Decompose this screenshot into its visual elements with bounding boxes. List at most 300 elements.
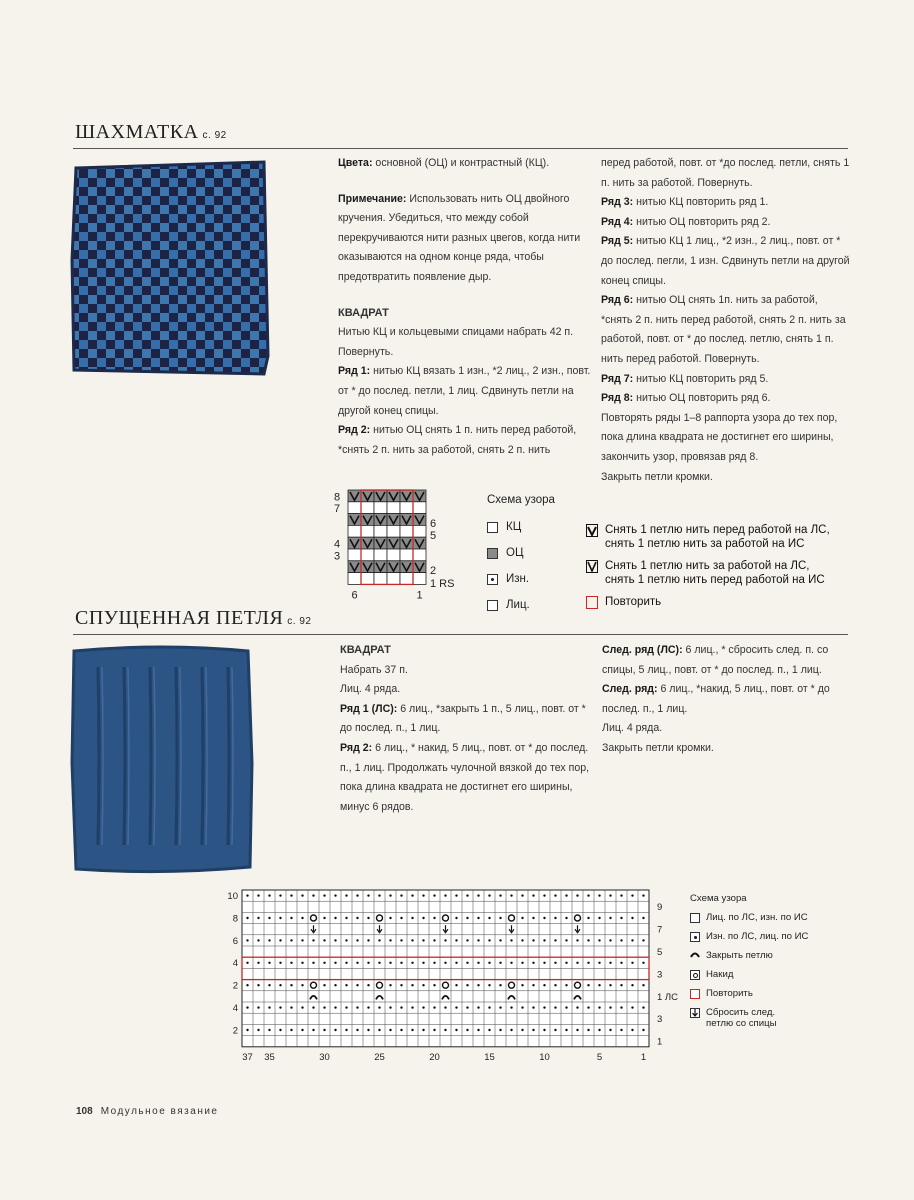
purl-dot	[279, 939, 281, 941]
purl-dot	[565, 962, 567, 964]
row-number-right: 7	[657, 924, 663, 936]
legend-repeat: Повторить	[586, 595, 830, 609]
chart1-cell	[348, 549, 361, 561]
purl-dot	[268, 1006, 270, 1008]
purl-dot	[598, 894, 600, 896]
section2-left-column: КВАДРАТ Набрать 37 п. Лиц. 4 ряда. Ряд 1 (ЛС): 6 лиц., *закрыть 1 п., 5 лиц., повт. от * до послед. п., 1 лиц. Ряд 2: 6 лиц., * накид, 5 лиц., повт. от * до послед. п., 1 лиц. Продолжать чулочной вязкой до тех пор, пока длина квадрата не достигнет его ширины, минус 6 рядов.	[340, 641, 590, 817]
row-number-left: 7	[334, 503, 341, 516]
purl-dot	[587, 1029, 589, 1031]
purl-dot	[455, 1006, 457, 1008]
row-number-left: 4	[232, 958, 238, 970]
purl-dot	[455, 962, 457, 964]
purl-dot	[389, 1006, 391, 1008]
purl-dot	[554, 939, 556, 941]
purl-dot	[367, 962, 369, 964]
purl-dot	[510, 962, 512, 964]
repeat-box-icon	[690, 989, 700, 999]
purl-dot	[587, 962, 589, 964]
purl-dot	[411, 1006, 413, 1008]
purl-dot	[323, 962, 325, 964]
purl-dot	[345, 917, 347, 919]
legend-item-drop: Сбросить след. петлю со спицы	[690, 1007, 808, 1029]
purl-dot	[345, 894, 347, 896]
legend-item-bind-off: Закрыть петлю	[690, 950, 808, 961]
purl-dot	[587, 939, 589, 941]
purl-dot	[246, 939, 248, 941]
ladder-line	[150, 667, 151, 845]
purl-dot	[455, 984, 457, 986]
purl-dot	[389, 917, 391, 919]
purl-dot	[378, 1029, 380, 1031]
purl-dot	[334, 939, 336, 941]
page-footer	[76, 1106, 219, 1117]
chart1-cell	[413, 525, 426, 537]
purl-dot	[609, 917, 611, 919]
checkerboard-swatch-photo	[70, 160, 270, 378]
square-heading: КВАДРАТ	[340, 644, 391, 656]
repeat-box-icon	[586, 596, 598, 609]
purl-dot	[488, 1029, 490, 1031]
purl-dot	[268, 917, 270, 919]
purl-dot	[455, 939, 457, 941]
page-ref: с. 92	[202, 130, 227, 141]
purl-dot	[642, 1029, 644, 1031]
purl-dot	[477, 1006, 479, 1008]
purl-dot	[554, 984, 556, 986]
purl-dot	[400, 894, 402, 896]
section1-left-column: Цвета: основной (ОЦ) и контрастный (КЦ). Примечание: Использовать нить ОЦ двойного кручения. Убедиться, что между собой перекручиваются нити разных цвегов, когда нити оказываются на одном конце ряда, чтобы предотвратить появление дыр. КВАДРАТ Нитью КЦ и кольцевыми спицами набрать 42 п. Повернуть. Ряд 1: нитью КЦ вязать 1 изн., *2 лиц., 2 изн., повт. от * до послед. петли, 1 лиц. Сдвинуть петли на другой конец спицы. Ряд 2: нитью ОЦ снять 1 п. нить перед работой, *снять 2 п. нить за работой, снять 2 п. нить	[338, 154, 593, 460]
purl-dot	[367, 1029, 369, 1031]
legend-item-kc: КЦ	[487, 514, 555, 540]
purl-dot	[356, 894, 358, 896]
dropped-stitch-swatch-photo	[70, 645, 255, 875]
purl-dot	[565, 894, 567, 896]
purl-dot	[565, 984, 567, 986]
oc-swatch-icon	[487, 548, 498, 559]
purl-dot	[268, 962, 270, 964]
purl-dot	[345, 962, 347, 964]
purl-dot	[389, 939, 391, 941]
stitch-number: 15	[484, 1051, 495, 1063]
purl-dot	[477, 1029, 479, 1031]
purl-dot	[488, 984, 490, 986]
bind-off-icon	[690, 950, 700, 961]
purl-dot	[345, 1029, 347, 1031]
purl-dot	[433, 984, 435, 986]
purl-dot	[301, 894, 303, 896]
purl-dot	[609, 939, 611, 941]
purl-dot	[334, 1029, 336, 1031]
purl-dot	[312, 1006, 314, 1008]
purl-dot	[598, 1006, 600, 1008]
purl-dot	[268, 1029, 270, 1031]
purl-dot	[323, 984, 325, 986]
row-number-left: 8	[232, 913, 238, 925]
row-number-left: 10	[227, 890, 238, 902]
section-title-text: СПУЩЕННАЯ ПЕТЛЯ	[75, 607, 284, 629]
purl-dot	[543, 917, 545, 919]
drop-stitch-icon	[690, 1008, 700, 1018]
stitch-number: 20	[429, 1051, 440, 1063]
purl-dot	[301, 962, 303, 964]
purl-dot	[609, 1006, 611, 1008]
purl-dot	[554, 1006, 556, 1008]
purl-dot	[543, 1029, 545, 1031]
purl-dot	[631, 984, 633, 986]
purl-dot	[631, 939, 633, 941]
purl-dot	[400, 939, 402, 941]
purl-dot	[290, 962, 292, 964]
purl-dot	[345, 1006, 347, 1008]
purl-dot	[246, 1029, 248, 1031]
purl-dot	[257, 1029, 259, 1031]
purl-dot	[444, 894, 446, 896]
purl-dot	[411, 939, 413, 941]
purl-dot	[345, 984, 347, 986]
legend-slip-wyib: Снять 1 петлю нить за работой на ЛС, снять 1 петлю нить перед работой на ИС	[586, 559, 830, 587]
purl-dot	[620, 1029, 622, 1031]
purl-dot	[246, 1006, 248, 1008]
purl-dot	[389, 962, 391, 964]
purl-dot	[279, 962, 281, 964]
legend-title: Схема узора	[487, 494, 555, 506]
purl-dot	[477, 962, 479, 964]
book-title: Модульное вязание	[100, 1106, 219, 1117]
purl-dot	[510, 894, 512, 896]
purl-dot	[356, 939, 358, 941]
purl-dot	[576, 939, 578, 941]
row-number-left: 2	[232, 1025, 238, 1037]
purl-dot	[411, 917, 413, 919]
purl-dot	[422, 939, 424, 941]
page-number: 108	[76, 1106, 93, 1117]
row-number-left: 3	[334, 550, 341, 563]
purl-dot	[565, 1029, 567, 1031]
purl-dot	[323, 939, 325, 941]
chart1-cell	[387, 502, 400, 514]
purl-dot	[290, 894, 292, 896]
purl-dot	[334, 894, 336, 896]
purl-dot	[620, 939, 622, 941]
purl-dot	[620, 962, 622, 964]
stitch-number: 25	[374, 1051, 385, 1063]
purl-dot	[433, 962, 435, 964]
purl-dot	[466, 1006, 468, 1008]
chart1-cell	[413, 573, 426, 585]
chart1-cell	[400, 549, 413, 561]
purl-dot	[543, 984, 545, 986]
purl-dot	[631, 917, 633, 919]
row-number-right: 5	[657, 946, 663, 958]
purl-dot	[345, 939, 347, 941]
purl-dot	[257, 962, 259, 964]
chart1-cell	[361, 549, 374, 561]
legend-item-knit: Лиц.	[487, 592, 555, 618]
slip-front-icon	[586, 524, 598, 537]
purl-dot	[411, 894, 413, 896]
purl-dot	[510, 1029, 512, 1031]
purl-dot	[554, 1029, 556, 1031]
purl-dot	[257, 894, 259, 896]
purl-dot	[389, 1029, 391, 1031]
legend-item-knit-rs: Лиц. по ЛС, изн. по ИС	[690, 912, 808, 923]
purl-dot	[411, 962, 413, 964]
purl-dot	[499, 939, 501, 941]
purl-dot	[510, 939, 512, 941]
section-rule	[73, 148, 848, 149]
stitch-number: 37	[242, 1051, 253, 1063]
purl-dot	[367, 1006, 369, 1008]
purl-dot	[499, 894, 501, 896]
purl-dot	[499, 984, 501, 986]
purl-dot	[543, 939, 545, 941]
purl-dot	[268, 939, 270, 941]
row-number-right: 1 ЛС	[657, 991, 679, 1003]
page-ref: с. 92	[287, 616, 312, 627]
purl-dot	[312, 962, 314, 964]
purl-dot	[620, 917, 622, 919]
purl-dot	[521, 917, 523, 919]
purl-dot	[356, 962, 358, 964]
legend-item-yarn-over: Накид	[690, 969, 808, 980]
purl-dot	[565, 939, 567, 941]
stitch-number: 5	[596, 1051, 603, 1063]
purl-dot	[323, 894, 325, 896]
purl-dot	[543, 1006, 545, 1008]
slip-legend	[586, 523, 830, 617]
purl-dot	[620, 984, 622, 986]
purl-dot	[587, 917, 589, 919]
row-number-left: 2	[232, 980, 238, 992]
purl-dot	[609, 984, 611, 986]
purl-dot	[532, 1029, 534, 1031]
purl-dot	[246, 917, 248, 919]
kc-swatch-icon	[487, 522, 498, 533]
purl-dot	[565, 1006, 567, 1008]
purl-dot	[279, 984, 281, 986]
purl-dot	[367, 939, 369, 941]
purl-dot	[466, 962, 468, 964]
purl-dot	[400, 917, 402, 919]
purl-dot	[565, 917, 567, 919]
stitch-number: 1	[416, 589, 423, 602]
purl-dot	[433, 939, 435, 941]
slip-back-icon	[586, 560, 598, 573]
purl-dot	[356, 1006, 358, 1008]
section2-right-column: След. ряд (ЛС): 6 лиц., * сбросить след. п. со спицы, 5 лиц., повт. от * до послед. п., 1 лиц. След. ряд: 6 лиц., *накид, 5 лиц., повт. от * до послед. п., 1 лиц. Лиц. 4 ряда. Закрыть петли кромки.	[602, 644, 830, 754]
purl-dot	[587, 894, 589, 896]
purl-dot	[422, 917, 424, 919]
purl-dot	[532, 939, 534, 941]
purl-dot	[466, 894, 468, 896]
chart2-legend	[690, 893, 808, 1037]
purl-dot	[521, 1029, 523, 1031]
purl-icon	[487, 574, 498, 585]
purl-dot	[290, 1029, 292, 1031]
purl-dot	[631, 962, 633, 964]
chart1-cell	[400, 525, 413, 537]
purl-dot	[521, 1006, 523, 1008]
purl-dot	[554, 894, 556, 896]
ladder-line	[98, 667, 99, 845]
purl-dot	[257, 939, 259, 941]
purl-dot	[532, 917, 534, 919]
purl-dot	[466, 1029, 468, 1031]
chart1-cell	[374, 525, 387, 537]
purl-dot	[609, 962, 611, 964]
purl-dot	[246, 984, 248, 986]
purl-dot	[367, 894, 369, 896]
purl-dot	[499, 917, 501, 919]
purl-dot	[400, 1029, 402, 1031]
chart1-cell	[387, 573, 400, 585]
section-title-dropped-stitch	[75, 607, 311, 630]
row-number-right: 5	[430, 529, 437, 542]
purl-dot	[334, 962, 336, 964]
purl-dot	[378, 962, 380, 964]
purl-dot	[521, 984, 523, 986]
chart1-cell	[348, 573, 361, 585]
purl-dot	[257, 1006, 259, 1008]
purl-dot	[521, 962, 523, 964]
chart1-cell	[374, 573, 387, 585]
purl-icon	[690, 932, 700, 942]
legend-item-purl-rs: Изн. по ЛС, лиц. по ИС	[690, 931, 808, 942]
purl-dot	[422, 1006, 424, 1008]
legend-slip-wyif: Снять 1 петлю нить перед работой на ЛС, снять 1 петлю нить за работой на ИС	[586, 523, 830, 551]
purl-dot	[444, 962, 446, 964]
section1-right-column: перед работой, повт. от *до послед. петли, снять 1 п. нить за работой. Повернуть. Ряд 3: нитью КЦ повторить ряд 1. Ряд 4: нитью ОЦ повторить ряд 2. Ряд 5: нитью КЦ 1 лиц., *2 изн., 2 лиц., повт. от * до послед. пегли, 1 изн. Сдвинуть петли на другой конец спицы. Ряд 6: нитью ОЦ снять 1п. нить за работой, *снять 2 п. нить перед работой, снять 2 п. нить за работой, повт. от * до послед. петлю, снять 1 п. нить перед работой. Повернуть. Ряд 7: нитью КЦ повторить ряд 5. Ряд 8: нитью ОЦ повторить ряд 6. Повторять ряды 1–8 раппорта узора до тех пор, пока длина квадрата не достигнет его ширины, закончить узор, провязав ряд 8. Закрыть петли кромки.	[601, 157, 850, 483]
row-number-left: 4	[232, 1002, 238, 1014]
chart1-cell	[361, 573, 374, 585]
purl-dot	[642, 962, 644, 964]
purl-dot	[488, 894, 490, 896]
purl-dot	[312, 1029, 314, 1031]
purl-dot	[499, 1006, 501, 1008]
purl-dot	[444, 1029, 446, 1031]
purl-dot	[411, 984, 413, 986]
row-number-left: 4	[334, 538, 341, 551]
purl-dot	[598, 917, 600, 919]
purl-dot	[400, 984, 402, 986]
purl-dot	[466, 939, 468, 941]
purl-dot	[631, 894, 633, 896]
chart1-cell	[413, 502, 426, 514]
purl-dot	[356, 984, 358, 986]
purl-dot	[631, 1029, 633, 1031]
row-number-right: 3	[657, 969, 663, 981]
purl-dot	[532, 984, 534, 986]
chart1-cell	[374, 502, 387, 514]
purl-dot	[543, 962, 545, 964]
purl-dot	[422, 894, 424, 896]
purl-dot	[257, 984, 259, 986]
purl-dot	[301, 939, 303, 941]
purl-dot	[477, 917, 479, 919]
purl-dot	[400, 1006, 402, 1008]
purl-dot	[334, 984, 336, 986]
purl-dot	[378, 939, 380, 941]
purl-dot	[455, 917, 457, 919]
stitch-number: 1	[640, 1051, 647, 1063]
purl-dot	[301, 917, 303, 919]
purl-dot	[477, 984, 479, 986]
purl-dot	[268, 894, 270, 896]
purl-dot	[389, 984, 391, 986]
purl-dot	[642, 984, 644, 986]
purl-dot	[543, 894, 545, 896]
purl-dot	[246, 962, 248, 964]
chart1-cell	[361, 525, 374, 537]
chart1-cell	[387, 525, 400, 537]
purl-dot	[598, 984, 600, 986]
purl-dot	[433, 1006, 435, 1008]
purl-dot	[532, 962, 534, 964]
purl-dot	[466, 984, 468, 986]
purl-dot	[444, 939, 446, 941]
stitch-number: 6	[351, 589, 358, 602]
square-heading: КВАДРАТ	[338, 306, 389, 319]
purl-dot	[642, 939, 644, 941]
row-number-right: 9	[657, 902, 663, 914]
purl-dot	[532, 1006, 534, 1008]
purl-dot	[290, 984, 292, 986]
purl-dot	[400, 962, 402, 964]
purl-dot	[631, 1006, 633, 1008]
purl-dot	[301, 1006, 303, 1008]
purl-dot	[290, 1006, 292, 1008]
row-number-right: 6	[430, 518, 437, 531]
purl-dot	[279, 1029, 281, 1031]
purl-dot	[576, 962, 578, 964]
purl-dot	[499, 1029, 501, 1031]
purl-dot	[433, 1029, 435, 1031]
purl-dot	[246, 894, 248, 896]
purl-dot	[554, 917, 556, 919]
purl-dot	[444, 1006, 446, 1008]
purl-dot	[620, 1006, 622, 1008]
purl-dot	[587, 1006, 589, 1008]
purl-dot	[323, 1006, 325, 1008]
purl-dot	[576, 1006, 578, 1008]
purl-dot	[378, 1006, 380, 1008]
purl-dot	[576, 1029, 578, 1031]
purl-dot	[598, 962, 600, 964]
section-title-text: ШАХМАТКА	[75, 121, 199, 143]
purl-dot	[356, 1029, 358, 1031]
purl-dot	[334, 917, 336, 919]
purl-dot	[488, 939, 490, 941]
purl-dot	[554, 962, 556, 964]
section-rule	[73, 634, 848, 635]
purl-dot	[312, 939, 314, 941]
chart1-cell	[387, 549, 400, 561]
ladder-line	[124, 667, 125, 845]
purl-dot	[499, 962, 501, 964]
purl-dot	[433, 894, 435, 896]
checkerboard-chart	[330, 488, 460, 613]
purl-dot	[378, 894, 380, 896]
purl-dot	[488, 1006, 490, 1008]
purl-dot	[323, 917, 325, 919]
purl-dot	[598, 1029, 600, 1031]
purl-dot	[422, 984, 424, 986]
purl-dot	[367, 984, 369, 986]
purl-dot	[620, 894, 622, 896]
chart-legend	[487, 494, 555, 618]
row-number-right: 1 RS	[430, 578, 455, 591]
purl-dot	[455, 894, 457, 896]
